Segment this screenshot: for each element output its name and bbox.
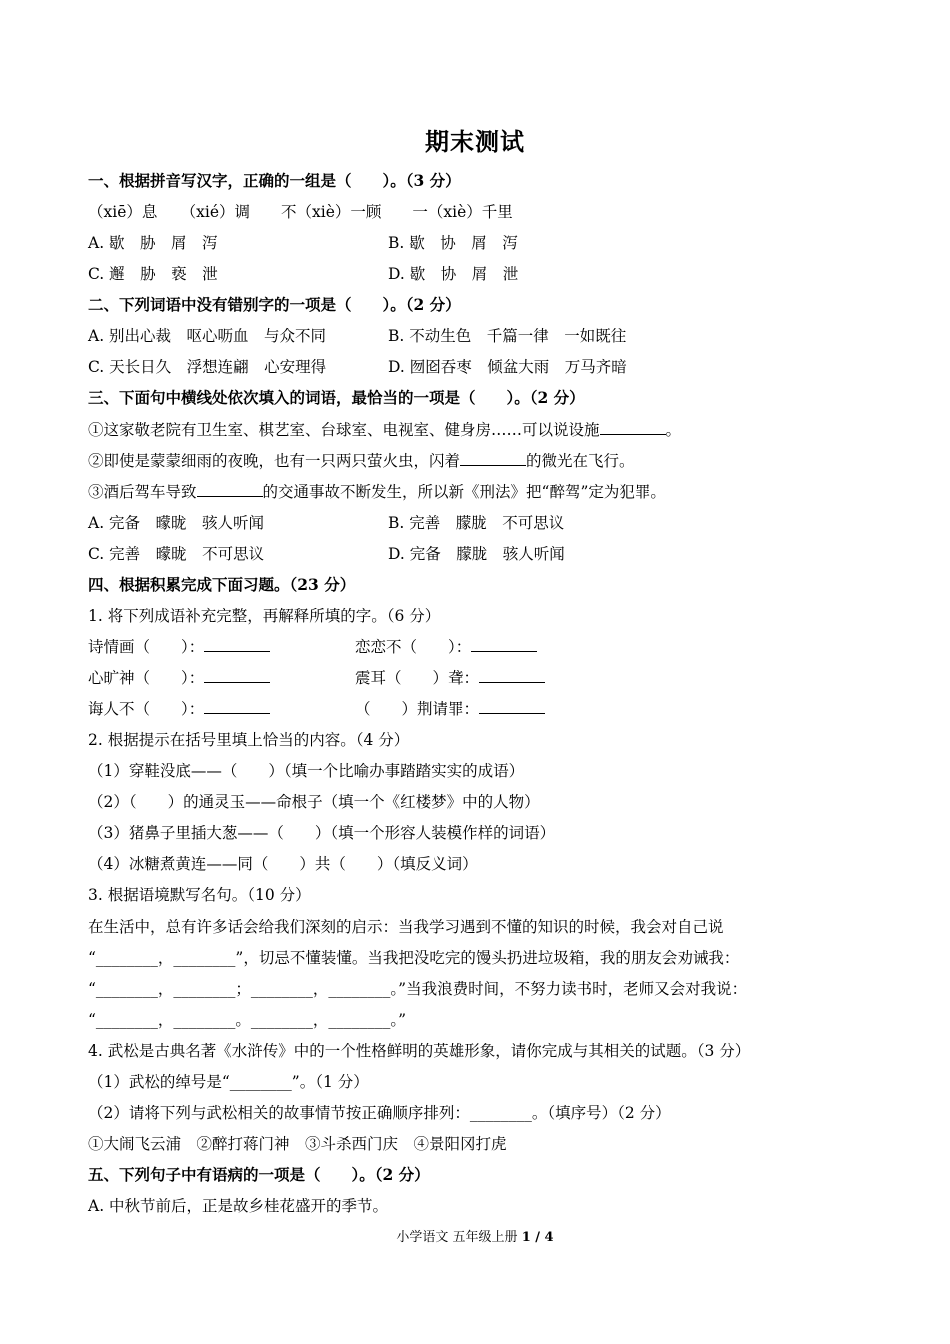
idiom-item bbox=[88, 637, 270, 657]
q3-s3-blank bbox=[197, 482, 263, 497]
q1-pinyin: （xiē）息 （xié）调 不（xiè）一顾 一（xiè）千里 bbox=[88, 203, 513, 221]
q2-option-c: C. 天长日久 浮想连翩 心安理得 bbox=[88, 358, 327, 376]
q2-option-d: D. 囫囵吞枣 倾盆大雨 万马齐暗 bbox=[388, 358, 627, 376]
q4-part2-item3: （3）猪鼻子里插大葱——（ ）（填一个形容人装模作样的词语） bbox=[88, 824, 556, 842]
q3-option-a: A. 完备 曚昽 骇人听闻 bbox=[88, 514, 265, 532]
q3-s1-blank bbox=[600, 420, 666, 435]
q3-sentence-2 bbox=[88, 451, 635, 471]
q3-option-d: D. 完备 朦胧 骇人听闻 bbox=[388, 545, 565, 563]
idiom-item bbox=[355, 668, 545, 688]
idiom-blank bbox=[204, 637, 270, 652]
q1-option-c: C. 邂 胁 亵 泄 bbox=[88, 265, 218, 283]
idiom-blank bbox=[204, 668, 270, 683]
q4-part4-item2: （2）请将下列与武松相关的故事情节按正确顺序排列：________。（填序号）（2 分） bbox=[88, 1104, 671, 1122]
q4-part3-line3: “________，________；________，________。”当我浪费时间，不努力读书时，老师又会对我说： bbox=[88, 980, 748, 998]
idiom-text: （ ）荆请罪： bbox=[355, 700, 480, 718]
q3-s2-blank bbox=[460, 451, 526, 466]
footer-text: 小学语文 五年级上册 bbox=[396, 1230, 518, 1245]
idiom-blank bbox=[479, 668, 545, 683]
q4-part2-item2: （2）（ ）的通灵玉——命根子（填一个《红楼梦》中的人物） bbox=[88, 793, 540, 811]
q4-part4-item1: （1）武松的绰号是“________”。（1 分） bbox=[88, 1073, 369, 1091]
q1-option-d: D. 歇 协 屑 泄 bbox=[388, 265, 519, 283]
idiom-blank bbox=[479, 699, 545, 714]
q4-part2-item4: （4）冰糖煮黄连——同（ ）共（ ）（填反义词） bbox=[88, 855, 478, 873]
q2-heading: 二、下列词语中没有错别字的一项是（ ）。（2 分） bbox=[88, 295, 461, 314]
page-title: 期末测试 bbox=[425, 127, 525, 156]
q3-sentence-1 bbox=[88, 420, 681, 440]
idiom-blank bbox=[471, 637, 537, 652]
q3-option-b: B. 完善 朦胧 不可思议 bbox=[388, 514, 565, 532]
idiom-blank bbox=[204, 699, 270, 714]
q1-option-b: B. 歇 协 屑 泻 bbox=[388, 234, 518, 252]
q1-heading: 一、根据拼音写汉字，正确的一组是（ ）。（3 分） bbox=[88, 171, 461, 190]
idiom-text: 恋恋不（ ）： bbox=[355, 638, 472, 656]
idiom-text: 诲人不（ ）： bbox=[88, 700, 205, 718]
q4-part3-line2: “________，________”，切忌不懂装懂。当我把没吃完的馒头扔进垃圾箱，我的朋友会劝诫我： bbox=[88, 949, 740, 967]
q5-heading: 五、下列句子中有语病的一项是（ ）。（2 分） bbox=[88, 1165, 430, 1184]
idiom-text: 诗情画（ ）： bbox=[88, 638, 205, 656]
q4-part3-line4: “________，________。________，________。” bbox=[88, 1011, 407, 1029]
q2-option-b: B. 不动生色 千篇一律 一如既往 bbox=[388, 327, 627, 345]
idiom-item bbox=[88, 699, 270, 719]
q1-option-a: A. 歇 胁 屑 泻 bbox=[88, 234, 218, 252]
q3-s3-text: ③酒后驾车导致 bbox=[88, 483, 197, 501]
q3-s2-text: ②即使是蒙蒙细雨的夜晚，也有一只两只萤火虫，闪着 bbox=[88, 452, 461, 470]
q5-option-a: A. 中秋节前后，正是故乡桂花盛开的季节。 bbox=[88, 1197, 389, 1215]
q4-part2-item1: （1）穿鞋没底——（ ）（填一个比喻办事踏踏实实的成语） bbox=[88, 762, 525, 780]
q3-s3-end: 的交通事故不断发生，所以新《刑法》把“醉驾”定为犯罪。 bbox=[262, 483, 666, 501]
idiom-item bbox=[355, 699, 545, 719]
q3-option-c: C. 完善 曚昽 不可思议 bbox=[88, 545, 265, 563]
q3-sentence-3 bbox=[88, 482, 666, 502]
q4-heading: 四、根据积累完成下面习题。（23 分） bbox=[88, 575, 356, 594]
q2-option-a: A. 别出心裁 呕心呖血 与众不同 bbox=[88, 327, 327, 345]
q4-part4-events: ①大闹飞云浦 ②醉打蒋门神 ③斗杀西门庆 ④景阳冈打虎 bbox=[88, 1135, 507, 1153]
q3-s1-end: 。 bbox=[665, 421, 682, 439]
q4-part3: 3. 根据语境默写名句。（10 分） bbox=[88, 886, 311, 904]
q4-part3-line1: 在生活中，总有许多话会给我们深刻的启示：当我学习遇到不懂的知识的时候，我会对自己说 bbox=[88, 918, 724, 936]
q3-heading: 三、下面句中横线处依次填入的词语，最恰当的一项是（ ）。（2 分） bbox=[88, 388, 585, 407]
idiom-item bbox=[88, 668, 270, 688]
idiom-item bbox=[355, 637, 537, 657]
page-footer bbox=[0, 1226, 950, 1245]
q3-s1-text: ①这家敬老院有卫生室、棋艺室、台球室、电视室、健身房……可以说设施 bbox=[88, 421, 600, 439]
q3-s2-end: 的微光在飞行。 bbox=[526, 452, 635, 470]
q4-part1: 1. 将下列成语补充完整，再解释所填的字。（6 分） bbox=[88, 607, 441, 625]
idiom-text: 心旷神（ ）： bbox=[88, 669, 205, 687]
q4-part4: 4. 武松是古典名著《水浒传》中的一个性格鲜明的英雄形象，请你完成与其相关的试题。（3 分） bbox=[88, 1042, 751, 1060]
idiom-text: 震耳（ ）聋： bbox=[355, 669, 480, 687]
q4-part2: 2. 根据提示在括号里填上恰当的内容。（4 分） bbox=[88, 731, 410, 749]
page-number: 1 / 4 bbox=[521, 1230, 554, 1245]
